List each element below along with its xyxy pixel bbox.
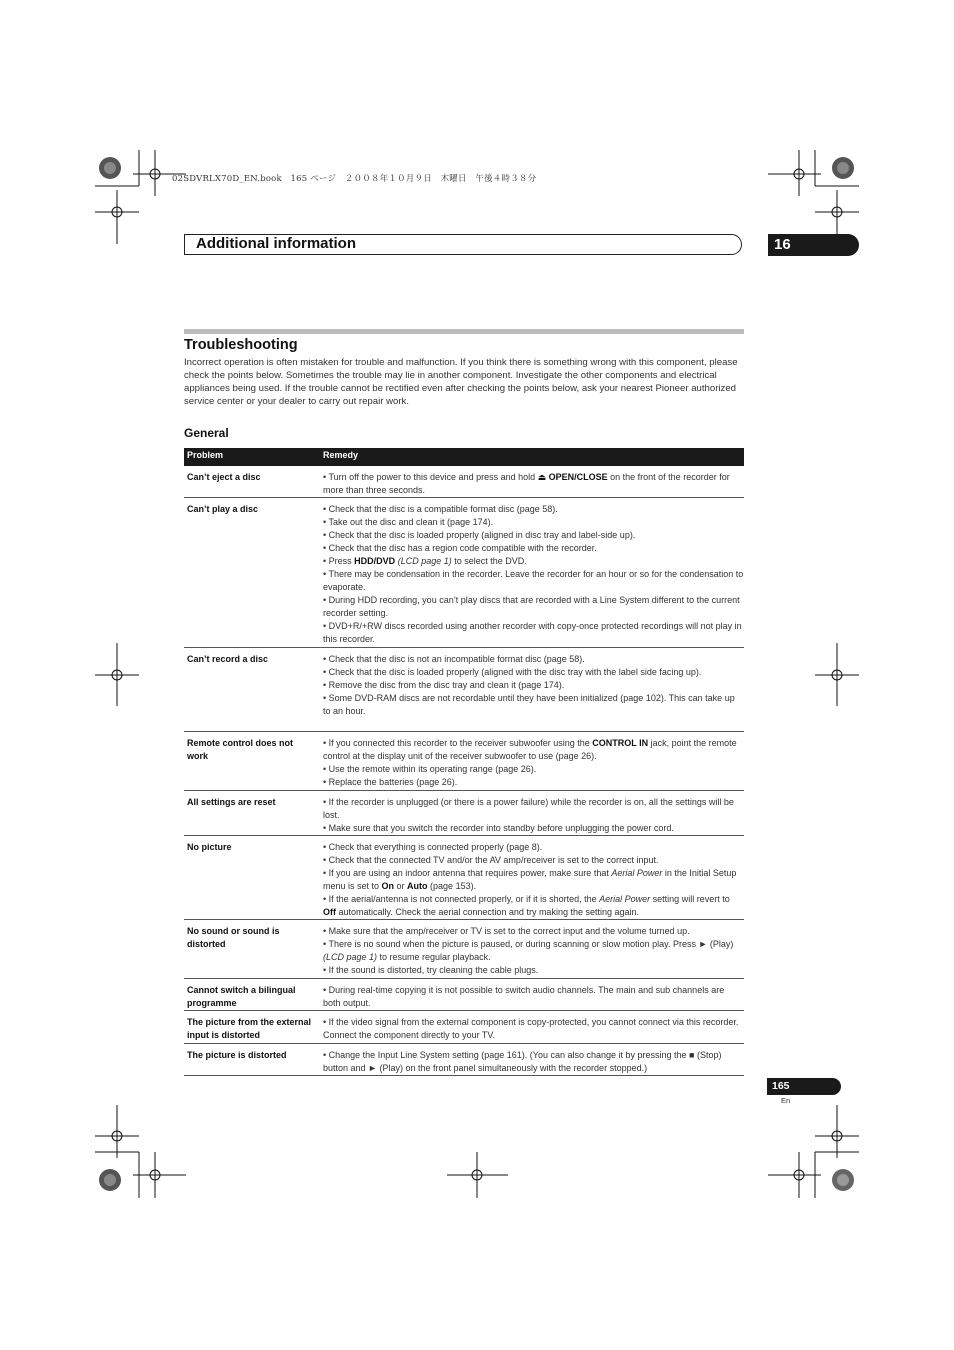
remedy-cell xyxy=(323,841,744,919)
table-row xyxy=(184,1044,744,1076)
problem-cell: Cannot switch a bilingual programme xyxy=(187,985,296,1008)
column-header-problem: Problem xyxy=(187,450,224,460)
remedy-line: • If the sound is distorted, try cleaning the cable plugs. xyxy=(323,965,539,975)
remedy-line: • Turn off the power to this device and press and hold ⏏ OPEN/CLOSE on the front of the recorder for more than three seconds. xyxy=(323,472,730,495)
subsection-title: General xyxy=(184,426,229,440)
problem-cell: Can’t record a disc xyxy=(187,654,269,664)
language-label: En xyxy=(781,1096,791,1105)
problem-cell: No picture xyxy=(187,842,232,852)
remedy-line: • Check that the disc is not an incompatible format disc (page 58). xyxy=(323,654,585,664)
remedy-cell xyxy=(323,471,744,497)
remedy-line: • Replace the batteries (page 26). xyxy=(323,777,458,787)
troubleshooting-table xyxy=(184,448,744,1076)
remedy-cell xyxy=(323,925,744,977)
section-title: Troubleshooting xyxy=(184,337,298,353)
remedy-line: • Check that the disc has a region code compatible with the recorder. xyxy=(323,543,597,553)
remedy-cell xyxy=(323,1049,744,1075)
remedy-line: • Make sure that the amp/receiver or TV is set to the correct input and the volume turned up. xyxy=(323,926,690,936)
remedy-line: • DVD+R/+RW discs recorded using another recorder with copy-once protected recordings will not play in this recorder. xyxy=(323,621,742,644)
problem-cell: The picture is distorted xyxy=(187,1050,287,1060)
problem-cell: Can’t play a disc xyxy=(187,504,259,514)
problem-cell: All settings are reset xyxy=(187,797,276,807)
remedy-line: • Make sure that you switch the recorder into standby before unplugging the power cord. xyxy=(323,823,674,833)
remedy-line: • Take out the disc and clean it (page 174). xyxy=(323,517,494,527)
remedy-line: • There is no sound when the picture is paused, or during scanning or slow motion play. Press ► (Play)(LCD page 1) to resume regular playback. xyxy=(323,939,734,962)
remedy-line: • Remove the disc from the disc tray and clean it (page 174). xyxy=(323,680,565,690)
print-info-line: 02SDVRLX70D_EN.book 165 ページ ２００８年１０月９日 木曜日 午後４時３８分 xyxy=(172,174,537,184)
remedy-line: • Check that the connected TV and/or the AV amp/receiver is set to the correct input. xyxy=(323,855,659,865)
remedy-cell xyxy=(323,503,744,646)
remedy-line: • If you are using an indoor antenna that requires power, make sure that Aerial Power in the Initial Setup menu is set to On or Auto (page 153). xyxy=(323,868,737,891)
table-row xyxy=(184,648,744,732)
remedy-line: • If the aerial/antenna is not connected properly, or if it is shorted, the Aerial Power setting will revert to Off automatically. Check the aerial connection and try making the setting again. xyxy=(323,894,730,917)
remedy-line: • Check that the disc is a compatible format disc (page 58). xyxy=(323,504,558,514)
chapter-number: 16 xyxy=(768,234,859,256)
table-header xyxy=(184,448,744,466)
remedy-line: • Press HDD/DVD (LCD page 1) to select the DVD. xyxy=(323,556,527,566)
remedy-cell xyxy=(323,1016,744,1042)
remedy-line: • Change the Input Line System setting (page 161). (You can also change it by pressing the ■ (Stop) button and ► (Play) on the front panel simultaneously with the recorder stopped.) xyxy=(323,1050,722,1073)
problem-cell: Can’t eject a disc xyxy=(187,472,261,482)
remedy-line: • Some DVD-RAM discs are not recordable until they have been initialized (page 102). This can take up to an hour. xyxy=(323,693,735,716)
column-header-remedy: Remedy xyxy=(323,450,359,460)
remedy-line: • Check that everything is connected properly (page 8). xyxy=(323,842,543,852)
table-row xyxy=(184,1011,744,1044)
problem-cell: No sound or sound is distorted xyxy=(187,926,280,949)
remedy-line: • If the recorder is unplugged (or there is a power failure) while the recorder is on, all the settings will be lost. xyxy=(323,797,734,820)
problem-cell: The picture from the external input is distorted xyxy=(187,1017,312,1040)
remedy-line: • There may be condensation in the recorder. Leave the recorder for an hour or so for the condensation to evaporate. xyxy=(323,569,744,592)
remedy-line: • Use the remote within its operating range (page 26). xyxy=(323,764,537,774)
table-row xyxy=(184,920,744,979)
table-row xyxy=(184,732,744,791)
table-row xyxy=(184,498,744,648)
remedy-line: • If you connected this recorder to the receiver subwoofer using the CONTROL IN jack, point the remote control at the display unit of the receiver subwoofer to use (page 26). xyxy=(323,738,737,761)
section-intro: Incorrect operation is often mistaken for trouble and malfunction. If you think there is something wrong with this component, please check the points below. Sometimes the trouble may lie in another component. Investigate the other components and electrical appliances being used. If the trouble cannot be rectified even after checking the points below, ask your nearest Pioneer authorized service center or your dealer to carry out repair work. xyxy=(184,357,738,407)
header-title: Additional information xyxy=(196,235,356,252)
table-row xyxy=(184,836,744,920)
table-body xyxy=(184,466,744,1076)
remedy-line: • Check that the disc is loaded properly (aligned with the disc tray with the label side facing up). xyxy=(323,667,702,677)
table-row xyxy=(184,466,744,498)
problem-cell: Remote control does not work xyxy=(187,738,294,761)
table-row xyxy=(184,791,744,836)
remedy-cell xyxy=(323,796,744,835)
remedy-cell xyxy=(323,984,744,1010)
remedy-cell xyxy=(323,737,744,789)
section-rule xyxy=(184,329,744,334)
remedy-line: • Check that the disc is loaded properly (aligned in disc tray and label-side up). xyxy=(323,530,636,540)
remedy-cell xyxy=(323,653,744,718)
remedy-line: • During HDD recording, you can’t play discs that are recorded with a Line System different to the current recorder setting. xyxy=(323,595,740,618)
remedy-line: • If the video signal from the external component is copy-protected, you cannot connect via this recorder. Connect the component directly to your TV. xyxy=(323,1017,739,1040)
page-number: 165 xyxy=(767,1078,841,1095)
table-row xyxy=(184,979,744,1011)
remedy-line: • During real-time copying it is not possible to switch audio channels. The main and sub channels are both output. xyxy=(323,985,725,1008)
